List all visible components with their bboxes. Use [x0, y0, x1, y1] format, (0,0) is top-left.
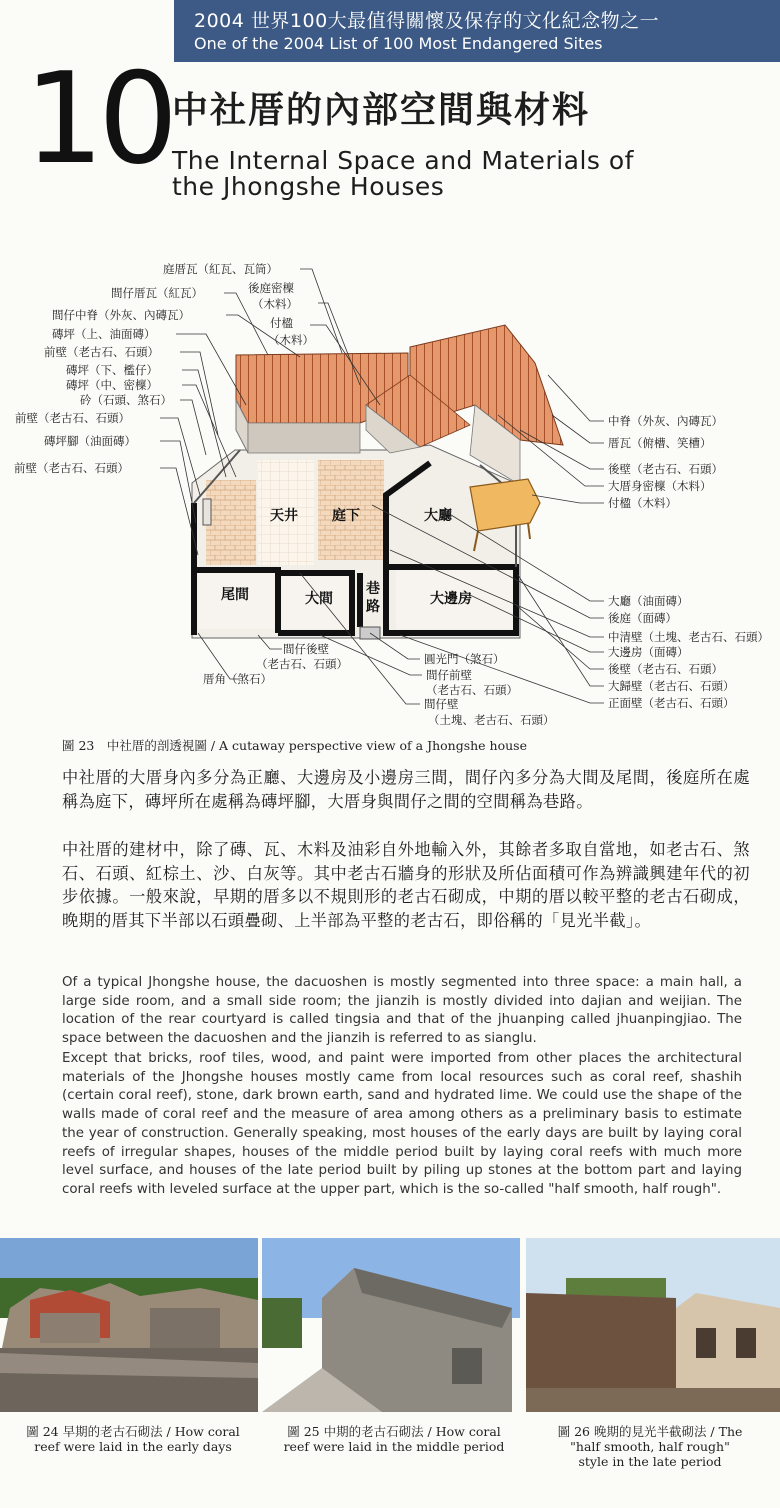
photo-early-period: [0, 1238, 258, 1412]
banner-title-zh: 2004 世界100大最值得關懷及保存的文化紀念物之一: [194, 10, 660, 32]
figure-caption: 圖 23 中社厝的剖透視圖 / A cutaway perspective view of a Jhongshe house: [62, 738, 527, 753]
label-right-7: 中清壁（土塊、老古石、石頭）: [608, 630, 769, 644]
label-top-2: 付楹: [270, 316, 293, 330]
header-banner: [174, 0, 780, 62]
label-right-3: 大厝身密檁（木料）: [608, 479, 712, 493]
room-dabianfang: 大邊房: [430, 591, 472, 607]
paragraph-zh-2: 中社厝的建材中，除了磚、瓦、木料及油彩自外地輸入外，其餘者多取自當地，如老古石、煞石、石頭、紅棕土、沙、白灰等。其中老古石牆身的形狀及所佔面積可作為辨識興建年代的初步依據。一般來說，早期的厝多以不規則形的老古石砌成，中期的厝以較平整的老古石砌成，晚期的厝其下半部以石頭疊砌、上半部為平整的老古石，即俗稱的「見光半截」。: [62, 840, 750, 930]
cutaway-diagram: [0, 255, 780, 725]
label-bottom-7: （土塊、老古石、石頭）: [428, 713, 555, 725]
room-xianglu-2: 路: [366, 599, 380, 615]
label-right-11: 正面壁（老古石、石頭）: [608, 696, 735, 710]
label-right-5: 大廳（油面磚）: [608, 594, 689, 608]
label-top-3: （木料）: [268, 333, 314, 347]
labels-bottom: [203, 642, 555, 725]
section-title-en: [172, 148, 634, 200]
section-title-zh: 中社厝的內部空間與材料: [172, 90, 591, 131]
label-right-9: 後壁（老古石、石頭）: [608, 662, 723, 676]
photo-caption-early: [8, 1424, 258, 1454]
paragraph-en-2: Except that bricks, roof tiles, wood, and paint were imported from other places the architectural materials of the Jhongshe houses mostly came from local resources such as coral reef, shashih (certain coral reef), stone, dark brown earth, sand and hydrated lime. We could use the shape of the walls made of coral reef and the measure of area among others as a preliminary basis to estimate the year of construction. Generally speaking, most houses of the early days are built by laying coral reefs of irregular shapes, houses of the middle period built by laying coral reefs with much more level surface, and houses of the late period built by piling up stones at the bottom part and laying coral reefs with leveled surface at the upper part, which is the so-called "half smooth, half rough".: [62, 1051, 742, 1197]
room-tingxia: 庭下: [332, 508, 360, 524]
label-bottom-1: （老古石、石頭）: [256, 657, 348, 671]
labels-right: [608, 414, 769, 710]
photo-caption-early-line2: reef were laid in the early days: [34, 1439, 232, 1454]
left-wing-floor: [206, 480, 256, 565]
section-number: 10: [24, 45, 173, 192]
room-tianjing: 天井: [270, 508, 298, 524]
label-bottom-0: 間仔後壁: [283, 642, 329, 656]
label-right-0: 中脊（外灰、內磚瓦）: [608, 414, 723, 428]
photo-caption-late-line2: "half smooth, half rough": [570, 1439, 730, 1454]
paragraph-en-1: Of a typical Jhongshe house, the dacuoshen is mostly segmented into three space: a main hall, a large side room, and a small side room; the jianzih is mostly divided into dajian and weijian. The location of the rear courtyard is called tingsia and that of the jhuanping called jhuanpingjiao. The space between the dacuoshen and the jianzih is referred to as sianglu.: [62, 975, 742, 1047]
label-left-8: 前壁（老古石、石頭）: [15, 411, 130, 425]
label-left-5: 磚坪（下、檻仔）: [66, 363, 158, 377]
section-title-en-line2: the Jhongshe Houses: [172, 172, 445, 201]
label-top-1: （木料）: [252, 297, 298, 311]
photo-caption-late-line3: style in the late period: [578, 1454, 722, 1469]
label-right-8: 大邊房（面磚）: [608, 645, 689, 659]
label-left-1: 間仔厝瓦（紅瓦）: [111, 286, 203, 300]
label-left-9: 磚坪腳（油面磚）: [44, 434, 136, 448]
label-bottom-4: 間仔前壁: [426, 668, 472, 682]
label-left-6: 磚坪（中、密檁）: [66, 378, 158, 392]
label-left-2: 間仔中脊（外灰、內磚瓦）: [52, 308, 190, 322]
photo-caption-early-line1: 圖 24 早期的老古石砌法 / How coral: [26, 1424, 240, 1439]
photo-caption-middle-line2: reef were laid in the middle period: [283, 1439, 505, 1454]
photo-caption-late-line1: 圖 26 晚期的見光半截砌法 / The: [557, 1424, 743, 1439]
room-dajian: 大間: [305, 591, 333, 607]
label-left-7: 砛（石頭、煞石）: [80, 393, 172, 407]
label-right-4: 付楹（木料）: [608, 496, 677, 510]
photo-caption-middle-line1: 圖 25 中期的老古石砌法 / How coral: [287, 1424, 501, 1439]
paragraph-zh-1: 中社厝的大厝身內多分為正廳、大邊房及小邊房三間，間仔內多分為大間及尾間，後庭所在處稱為庭下，磚坪所在處稱為磚坪腳，大厝身與間仔之間的空間稱為巷路。: [62, 768, 750, 811]
label-left-4: 前壁（老古石、石頭）: [44, 345, 159, 359]
label-left-10: 前壁（老古石、石頭）: [14, 461, 129, 475]
label-bottom-6: 間仔壁: [424, 697, 459, 711]
label-right-1: 厝瓦（俯槽、笑槽）: [608, 436, 712, 450]
room-xianglu-1: 巷: [366, 581, 380, 597]
label-right-6: 後庭（面磚）: [608, 611, 677, 625]
room-dating: 大廳: [424, 508, 452, 524]
altar-table: [470, 479, 540, 531]
label-top-0: 後庭密檁: [248, 281, 294, 295]
label-left-0: 庭厝瓦（紅瓦、瓦筒）: [163, 262, 278, 276]
label-bottom-5: （老古石、石頭）: [426, 683, 518, 697]
label-right-10: 大歸壁（老古石、石頭）: [608, 679, 735, 693]
banner-title-en: One of the 2004 List of 100 Most Endangered Sites: [194, 34, 603, 53]
photo-caption-middle: [266, 1424, 522, 1454]
section-title-en-line1: The Internal Space and Materials of: [172, 146, 634, 175]
labels-top: [248, 281, 314, 347]
room-weijian: 尾間: [221, 587, 249, 603]
photo-late-period: [526, 1238, 780, 1412]
photo-middle-period: [262, 1238, 520, 1412]
label-bottom-2: 厝角（煞石）: [203, 672, 272, 686]
label-bottom-3: 圓光門（煞石）: [424, 652, 505, 666]
label-right-2: 後壁（老古石、石頭）: [608, 462, 723, 476]
photo-caption-late: [524, 1424, 776, 1469]
label-left-3: 磚坪（上、油面磚）: [52, 327, 156, 341]
